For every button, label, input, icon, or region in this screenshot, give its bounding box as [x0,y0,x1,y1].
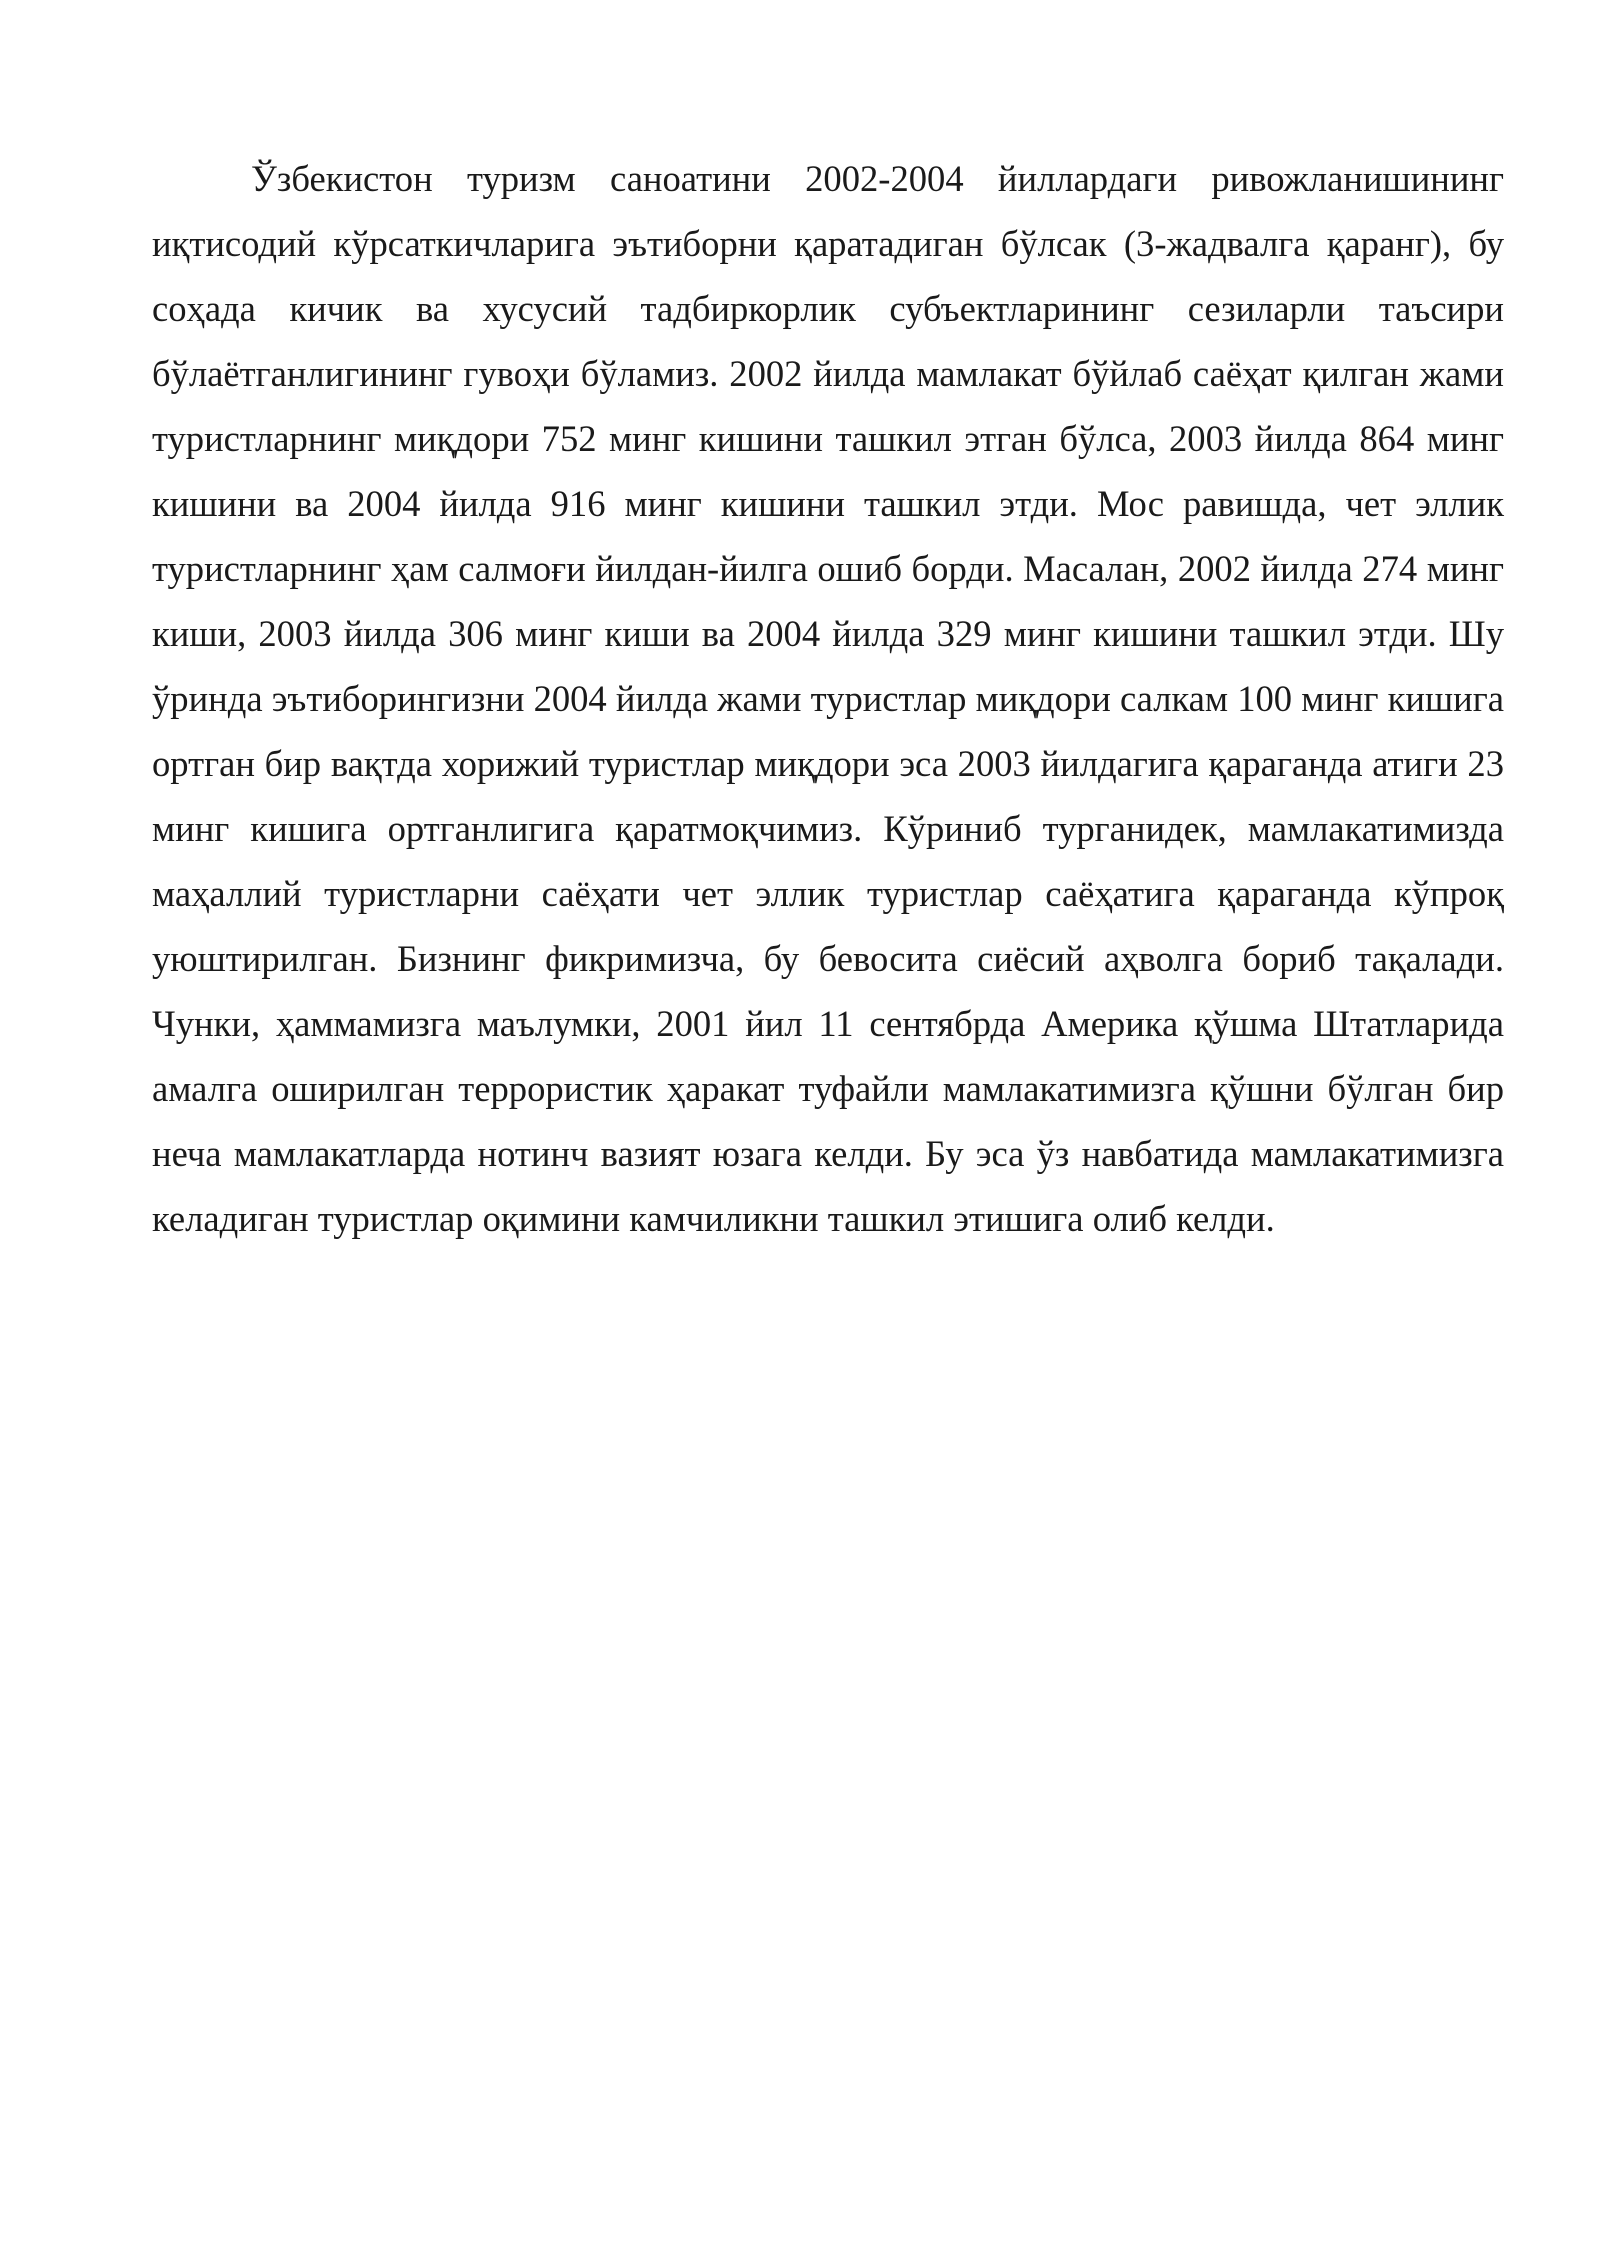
body-paragraph: Ўзбекистон туризм саноатини 2002-2004 йиллардаги ривожланишининг иқтисодий кўрсаткичларига эътиборни қаратадиган бўлсак (3-жадвалга қаранг), бу соҳада кичик ва хусусий тадбиркорлик субъектларининг сезиларли таъсири бўлаётганлигининг гувоҳи бўламиз. 2002 йилда мамлакат бўйлаб саёҳат қилган жами туристларнинг миқдори 752 минг кишини ташкил этган бўлса, 2003 йилда 864 минг кишини ва 2004 йилда 916 минг кишини ташкил этди. Мос равишда, чет эллик туристларнинг ҳам салмоғи йилдан-йилга ошиб борди. Масалан, 2002 йилда 274 минг киши, 2003 йилда 306 минг киши ва 2004 йилда 329 минг кишини ташкил этди. Шу ўринда эътиборингизни 2004 йилда жами туристлар миқдори салкам 100 минг кишига ортган бир вақтда хорижий туристлар миқдори эса 2003 йилдагига қараганда атиги 23 минг кишига ортганлигига қаратмоқчимиз. Кўриниб турганидек, мамлакатимизда маҳаллий туристларни саёҳати чет эллик туристлар саёҳатига қараганда кўпроқ уюштирилган. Бизнинг фикримизча, бу бевосита сиёсий аҳволга бориб тақалади. Чунки, ҳаммамизга маълумки, 2001 йил 11 сентябрда Америка қўшма Штатларида амалга оширилган террористик ҳаракат туфайли мамлакатимизга қўшни бўлган бир неча мамлакатларда нотинч вазият юзага келди. Бу эса ўз навбатида мамлакатимизга келадиган туристлар оқимини камчиликни ташкил этишига олиб келди. [152,158,1504,1239]
